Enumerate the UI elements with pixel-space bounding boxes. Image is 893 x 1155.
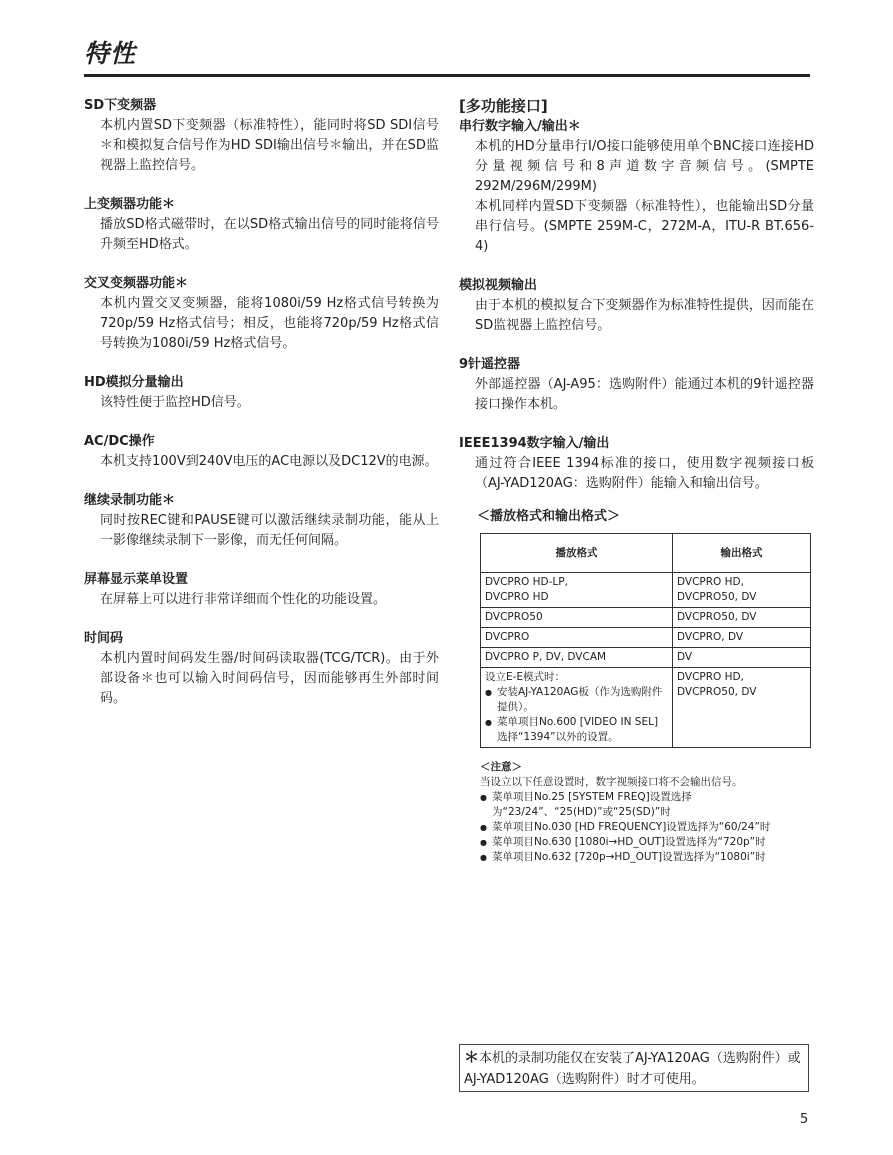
section-body: 本机内置SD下变频器（标准特性），能同时将SD SDI信号＊和模拟复合信号作为HD SDI输出信号＊输出，并在SD监视器上监控信号。 xyxy=(100,118,439,173)
footnote-box xyxy=(459,1044,809,1092)
section-body: 该特性便于监控HD信号。 xyxy=(100,395,250,410)
column-header: 播放格式 xyxy=(481,534,673,573)
section-body: 播放SD格式磁带时，在以SD格式输出信号的同时能将信号升频至HD格式。 xyxy=(100,217,439,252)
title-rule xyxy=(84,74,810,77)
section-heading: 9针遥控器 xyxy=(459,357,521,372)
interface-section xyxy=(459,276,814,336)
feature-section xyxy=(84,432,439,472)
cell-line: DVCPRO HD, xyxy=(677,671,744,683)
list-item: ● 菜单项目No.630 [1080i→HD_OUT]设置选择为“720p”时 xyxy=(480,835,814,850)
table-row xyxy=(481,573,811,608)
feature-section xyxy=(84,96,439,176)
section-heading: 继续录制功能＊ xyxy=(84,493,176,508)
table-cell: DVCPRO xyxy=(481,628,673,648)
list-item: ● 菜单项目No.632 [720p→HD_OUT]设置选择为“1080i”时 xyxy=(480,850,814,865)
section-body: 通过符合IEEE 1394标准的接口，使用数字视频接口板（AJ-YAD120AG：选购附件）能输入和输出信号。 xyxy=(475,456,814,491)
notes-heading: ＜注意＞ xyxy=(480,761,522,773)
feature-section xyxy=(84,629,439,709)
cell-line: DVCPRO50, DV xyxy=(677,686,757,698)
feature-section xyxy=(84,570,439,610)
table-row xyxy=(481,608,811,628)
section-heading: AC/DC操作 xyxy=(84,434,155,449)
column-header: 输出格式 xyxy=(673,534,811,573)
table-cell xyxy=(673,573,811,608)
table-cell: DVCPRO50 xyxy=(481,608,673,628)
section-heading: IEEE1394数字输入/输出 xyxy=(459,436,610,451)
feature-section xyxy=(84,195,439,255)
table-row xyxy=(481,648,811,668)
section-heading: HD模拟分量输出 xyxy=(84,375,184,390)
notes-block xyxy=(480,760,814,865)
list-item: ● 菜单项目No.600 [VIDEO IN SEL]选择“1394”以外的设置。 xyxy=(485,715,668,745)
cell-line: 设立E-E模式时： xyxy=(485,671,566,683)
table-cell xyxy=(481,573,673,608)
interface-section xyxy=(459,355,814,415)
section-heading: 时间码 xyxy=(84,631,124,646)
table-row xyxy=(481,628,811,648)
section-body: 在屏幕上可以进行非常详细而个性化的功能设置。 xyxy=(100,592,387,607)
page-number: 5 xyxy=(800,1112,809,1127)
notes-intro: 当设立以下任意设置时，数字视频接口将不会输出信号。 xyxy=(480,776,743,788)
section-body: 本机支持100V到240V电压的AC电源以及DC12V的电源。 xyxy=(100,454,438,469)
list-item: ● 菜单项目No.25 [SYSTEM FREQ]设置选择为“23/24”、“25(HD)”或“25(SD)”时 xyxy=(480,790,814,820)
cell-line: DVCPRO HD xyxy=(485,591,549,603)
interface-section xyxy=(459,434,814,494)
feature-section xyxy=(84,373,439,413)
cell-line: DVCPRO HD-LP, xyxy=(485,576,568,588)
list-item: ● 安装AJ-YA120AG板（作为选购附件提供）。 xyxy=(485,685,668,715)
section-heading: 屏幕显示菜单设置 xyxy=(84,572,189,587)
ee-conditions-list xyxy=(485,685,668,745)
section-body: 本机内置交叉变频器，能将1080i/59 Hz格式信号转换为720p/59 Hz格式信号；相反，也能将720p/59 Hz格式信号转换为1080i/59 Hz格式信号。 xyxy=(100,296,439,351)
section-body-extra: 本机同样内置SD下变频器（标准特性），也能输出SD分量串行信号。(SMPTE 259M-C，272M-A，ITU-R BT.656-4) xyxy=(475,199,814,254)
table-cell: DVCPRO P, DV, DVCAM xyxy=(481,648,673,668)
section-heading: SD下变频器 xyxy=(84,98,157,113)
section-heading: 模拟视频输出 xyxy=(459,278,538,293)
table-cell: DV xyxy=(673,648,811,668)
asterisk-icon: ＊ xyxy=(464,1048,480,1066)
right-column xyxy=(459,96,814,865)
section-heading: 交叉变频器功能＊ xyxy=(84,276,189,291)
table-cell xyxy=(673,668,811,748)
section-body: 本机的HD分量串行I/O接口能够使用单个BNC接口连接HD分量视频信号和8声道数字音频信号。(SMPTE 292M/296M/299M) xyxy=(475,139,814,194)
format-table-title: ＜播放格式和输出格式＞ xyxy=(477,509,621,524)
notes-list xyxy=(480,790,814,865)
page-title: 特性 xyxy=(84,39,137,68)
table-cell xyxy=(481,668,673,748)
section-heading: 串行数字输入/输出＊ xyxy=(459,119,581,134)
section-body: 由于本机的模拟复合下变频器作为标准特性提供，因而能在SD监视器上监控信号。 xyxy=(475,298,814,333)
left-column xyxy=(84,96,439,728)
table-header-row xyxy=(481,534,811,573)
section-body: 本机内置时间码发生器/时间码读取器(TCG/TCR)。由于外部设备＊也可以输入时间码信号，因而能够再生外部时间码。 xyxy=(100,651,439,706)
footnote-text: 本机的录制功能仅在安装了AJ-YA120AG（选购附件）或AJ-YAD120AG（选购附件）时才可使用。 xyxy=(464,1051,801,1087)
table-cell: DVCPRO50, DV xyxy=(673,608,811,628)
section-body: 同时按REC键和PAUSE键可以激活继续录制功能，能从上一影像继续录制下一影像，而无任何间隔。 xyxy=(100,513,439,548)
cell-line: DVCPRO50, DV xyxy=(677,591,757,603)
cell-line: DVCPRO HD, xyxy=(677,576,744,588)
format-table xyxy=(480,533,811,748)
feature-section xyxy=(84,491,439,551)
feature-section xyxy=(84,274,439,354)
table-cell: DVCPRO, DV xyxy=(673,628,811,648)
section-body: 外部遥控器（AJ-A95：选购附件）能通过本机的9针遥控器接口操作本机。 xyxy=(475,377,814,412)
table-row xyxy=(481,668,811,748)
list-item: ● 菜单项目No.030 [HD FREQUENCY]设置选择为“60/24”时 xyxy=(480,820,814,835)
section-heading: 上变频器功能＊ xyxy=(84,197,176,212)
interface-section xyxy=(459,117,814,257)
interfaces-title: [多功能接口] xyxy=(459,97,548,115)
